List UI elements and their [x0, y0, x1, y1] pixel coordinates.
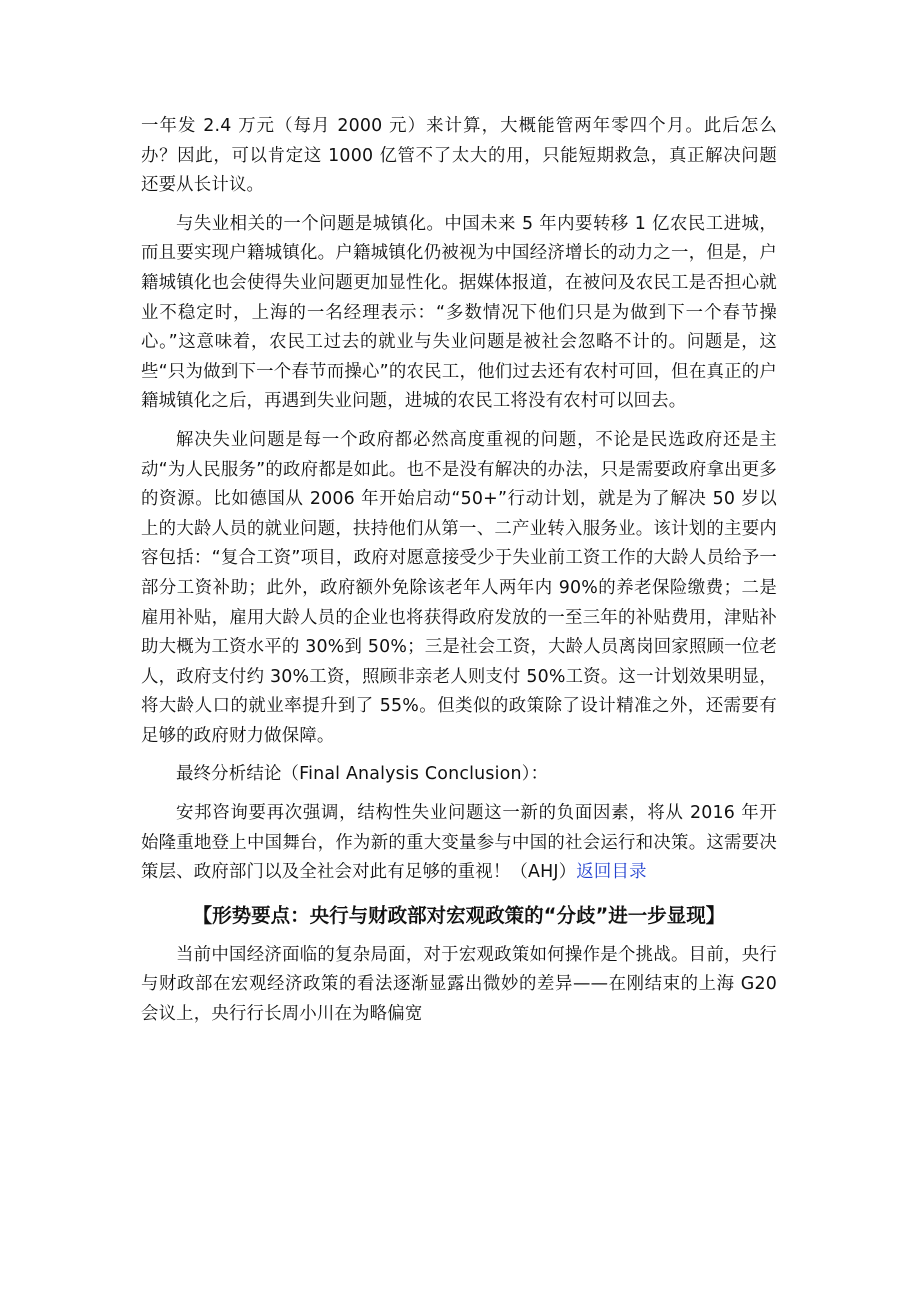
paragraph-urbanization: 与失业相关的一个问题是城镇化。中国未来 5 年内要转移 1 亿农民工进城，而且要实现户籍城镇化。户籍城镇化仍被视为中国经济增长的动力之一，但是，户籍城镇化也会使得失业问题更加显性化。据媒体报道，在被问及农民工是否担心就业不稳定时，上海的一名经理表示：“多数情况下他们只是为做到下一个春节操心。”这意味着，农民工过去的就业与失业问题是被社会忽略不计的。问题是，这些“只为做到下一个春节而操心”的农民工，他们过去还有农村可回，但在真正的户籍城镇化之后，再遇到失业问题，进城的农民工将没有农村可以回去。: [141, 213, 777, 412]
paragraph-conclusion-label: 最终分析结论（Final Analysis Conclusion）：: [176, 764, 549, 785]
paragraph-conclusion: [141, 799, 777, 888]
section-heading: 【形势要点：央行与财政部对宏观政策的“分歧”进一步显现】: [192, 903, 726, 927]
document-page: [141, 112, 777, 1030]
back-to-toc-link[interactable]: 返回目录: [576, 862, 647, 883]
conclusion-text: 安邦咨询要再次强调，结构性失业问题这一新的负面因素，将从 2016 年开始隆重地登上中国舞台，作为新的重大变量参与中国的社会运行和决策。这需要决策层、政府部门以及全社会对此有足够的重视！（AHJ）: [141, 803, 777, 883]
paragraph-macro-policy: 当前中国经济面临的复杂局面，对于宏观政策如何操作是个挑战。目前，央行与财政部在宏观经济政策的看法逐渐显露出微妙的差异——在刚结束的上海 G20 会议上，央行行长周小川在为略偏宽: [141, 944, 777, 1025]
paragraph-germany-50plus: 解决失业问题是每一个政府都必然高度重视的问题，不论是民选政府还是主动“为人民服务”的政府都是如此。也不是没有解决的办法，只是需要政府拿出更多的资源。比如德国从 2006 年开始启动“50+”行动计划，就是为了解决 50 岁以上的大龄人员的就业问题，扶持他们从第一、二产业转入服务业。该计划的主要内容包括：“复合工资”项目，政府对愿意接受少于失业前工资工作的大龄人员给予一部分工资补助；此外，政府额外免除该老年人两年内 90%的养老保险缴费；二是雇用补贴，雇用大龄人员的企业也将获得政府发放的一至三年的补贴费用，津贴补助大概为工资水平的 30%到 50%；三是社会工资，大龄人员离岗回家照顾一位老人，政府支付约 30%工资，照顾非亲老人则支付 50%工资。这一计划效果明显，将大龄人口的就业率提升到了 55%。但类似的政策除了设计精准之外，还需要有足够的政府财力做保障。: [141, 429, 777, 746]
paragraph-budget-estimate: 一年发 2.4 万元（每月 2000 元）来计算，大概能管两年零四个月。此后怎么办？因此，可以肯定这 1000 亿管不了太大的用，只能短期救急，真正解决问题还要从长计议。: [141, 116, 777, 196]
